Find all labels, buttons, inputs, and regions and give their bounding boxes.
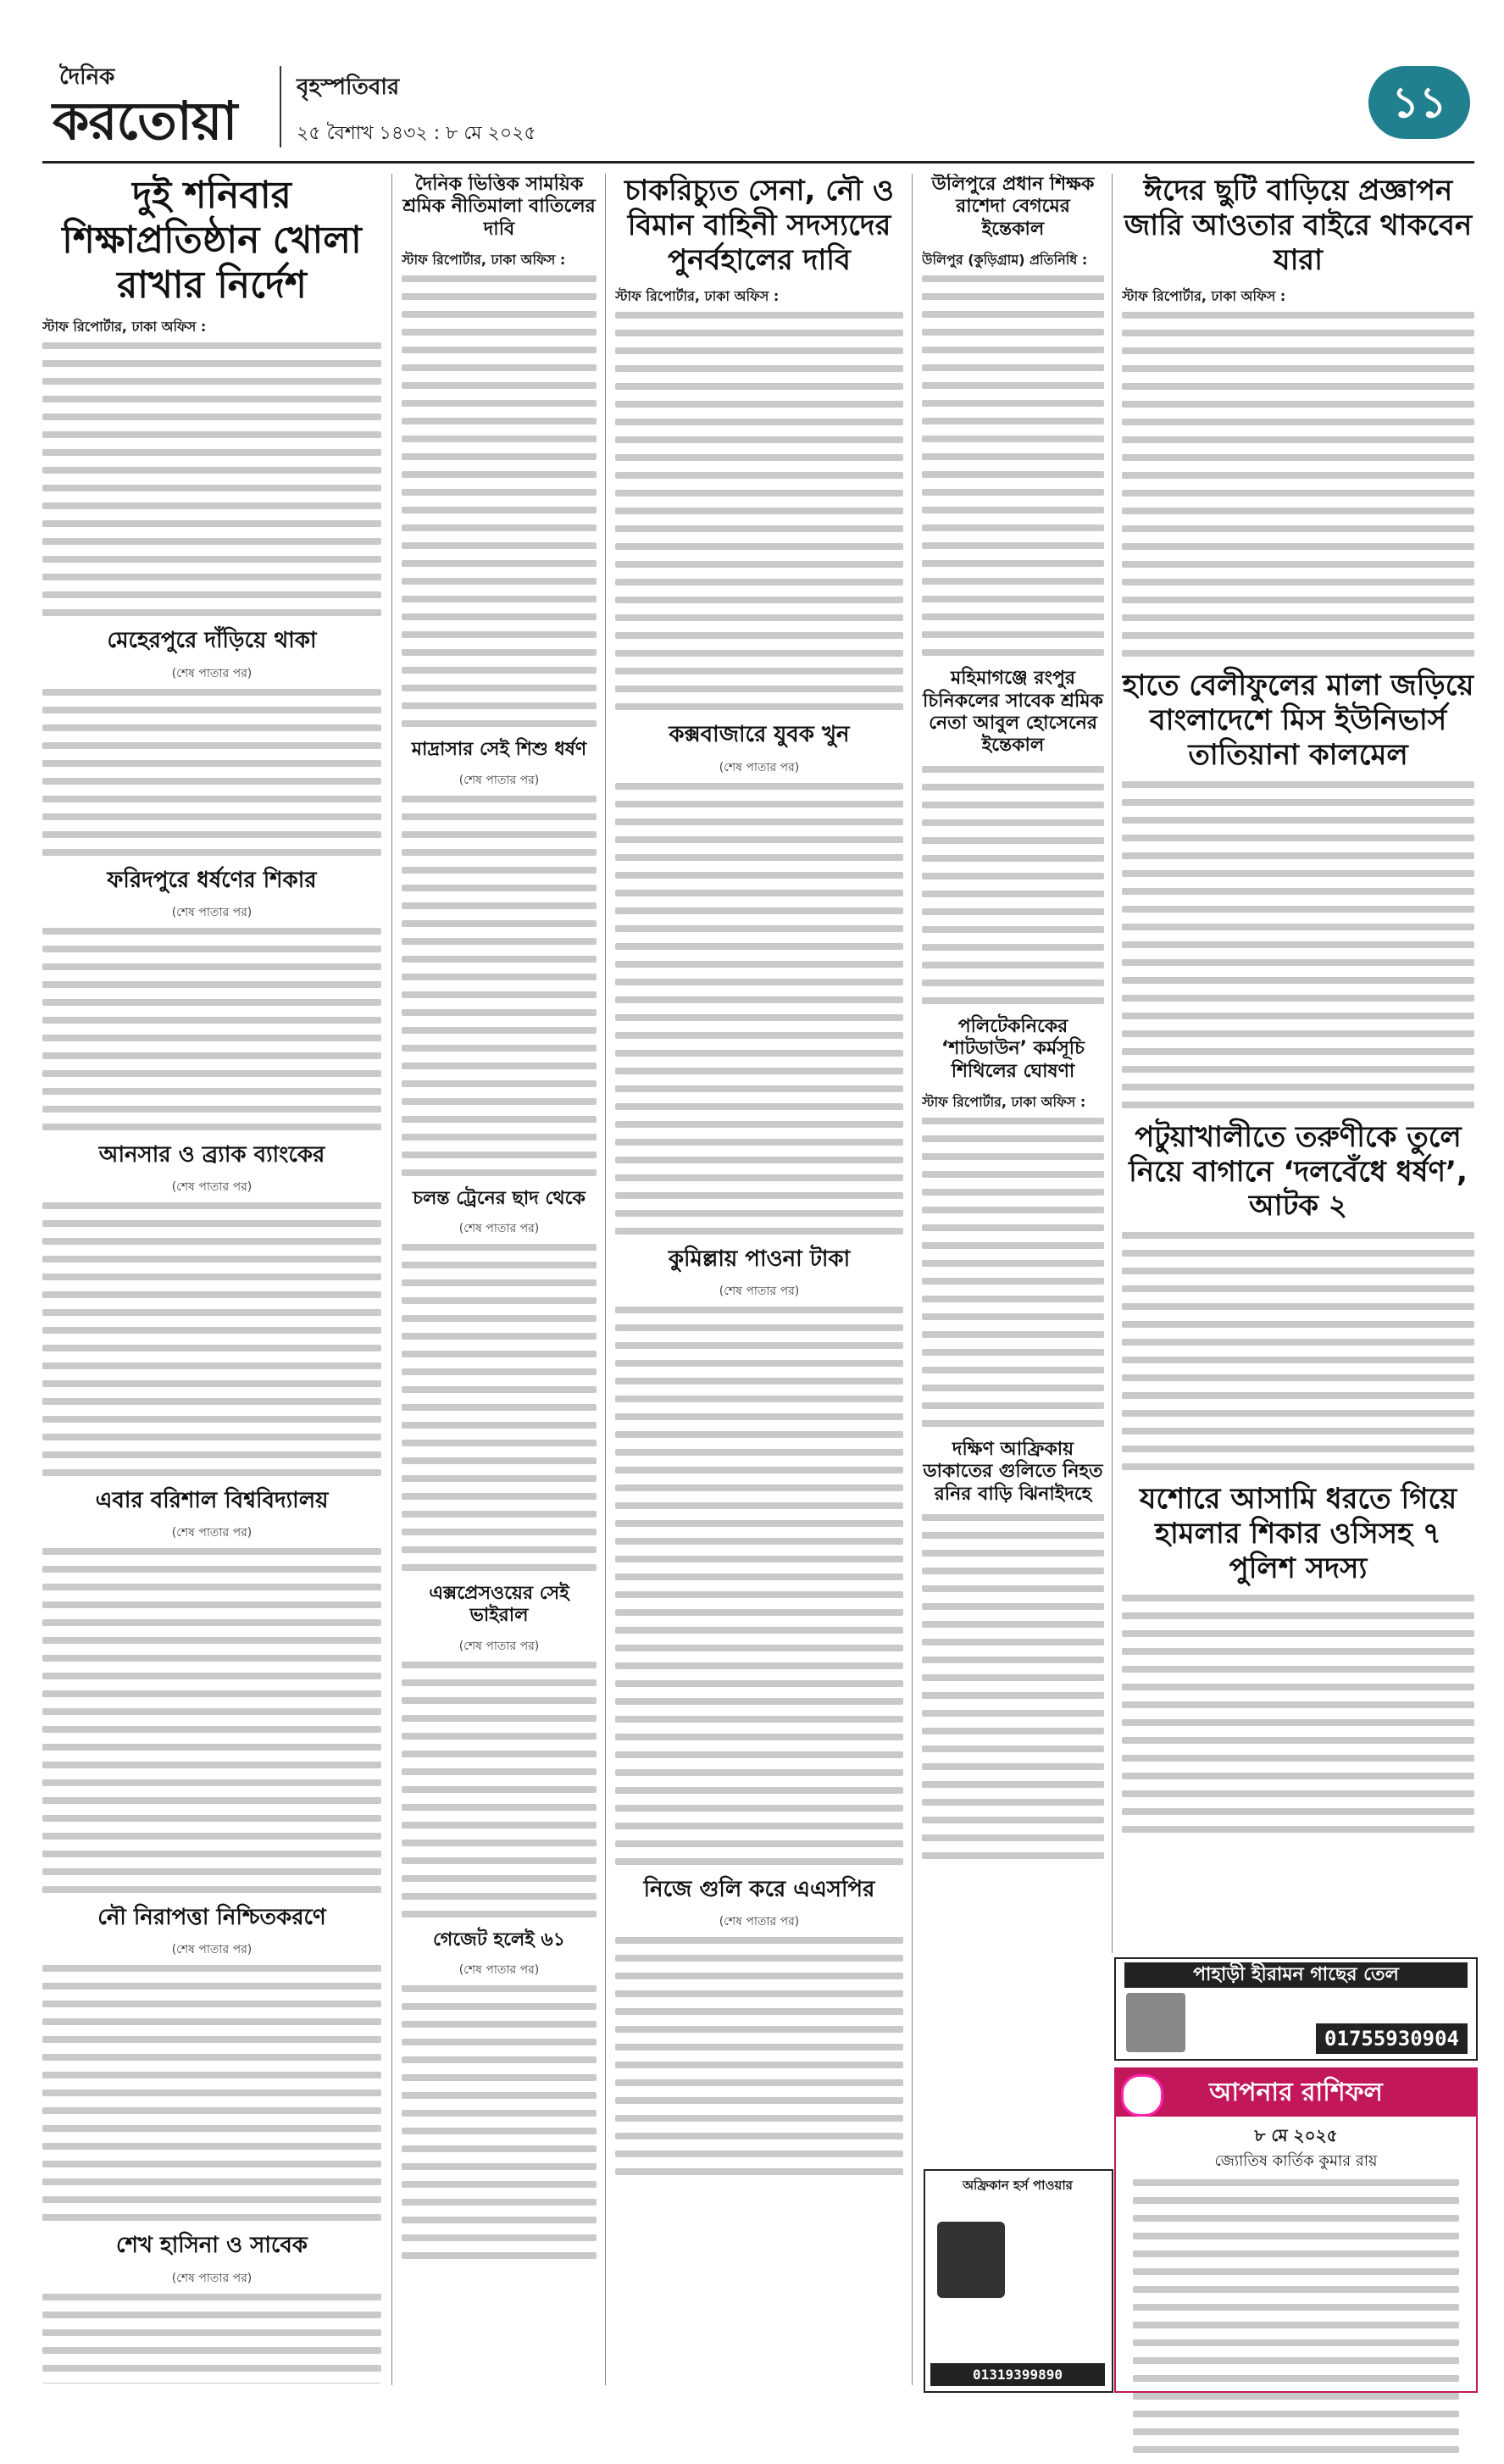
- headline: পলিটেকনিকের ‘শাটডাউন’ কর্মসূচি শিথিলের ঘোষণা: [941, 1015, 1085, 1082]
- continued-label: (শেষ পাতার পর): [171, 1943, 253, 1957]
- article-jessore: [1122, 1482, 1474, 1832]
- zodiac-wheel-icon: [1121, 2074, 1163, 2117]
- byline: স্টাফ রিপোর্টার, ঢাকা অফিস :: [402, 252, 566, 269]
- headline: ফরিদপুরে ধর্ষণের শিকার: [107, 867, 317, 893]
- page-number: ১১: [1368, 66, 1470, 139]
- headline: আনসার ও ব্র্যাক ব্যাংকের: [98, 1141, 325, 1168]
- article-cox: [615, 722, 903, 1234]
- headline: দৈনিক ভিত্তিক সাময়িক শ্রমিক নীতিমালা বাতিলের দাবি: [402, 174, 596, 240]
- column-1: [42, 174, 381, 2384]
- article-body: [402, 275, 597, 727]
- ad-photo: [1126, 1993, 1185, 2052]
- headline: উলিপুরে প্রধান শিক্ষক রাশেদা বেগমের ইন্তেকাল: [931, 174, 1095, 240]
- byline: স্টাফ রিপোর্টার, ঢাকা অফিস :: [922, 1093, 1086, 1110]
- continued-label: (শেষ পাতার পর): [171, 1179, 253, 1194]
- byline: উলিপুর (কুড়িগ্রাম) প্রতিনিধি :: [922, 252, 1088, 269]
- byline: স্টাফ রিপোর্টার, ঢাকা অফিস :: [42, 319, 207, 336]
- ad-title: অফ্রিকান হর্স পাওয়ার: [963, 2178, 1073, 2193]
- column-4: [922, 174, 1104, 2163]
- article-body: [42, 1202, 381, 1476]
- headline: দক্ষিণ আফ্রিকায় ডাকাতের গুলিতে নিহত রনির বাড়ি ঝিনাইদহে: [923, 1438, 1103, 1505]
- article-body: [402, 1985, 597, 2259]
- headline: শেখ হাসিনা ও সাবেক: [116, 2233, 308, 2259]
- article-mahiganj: [922, 668, 1104, 1004]
- article-body: [402, 1244, 597, 1571]
- article-body: [42, 1965, 381, 2221]
- article-army: [615, 174, 903, 710]
- issue-day: বৃহস্পতিবার: [297, 75, 400, 100]
- article-body: [922, 1514, 1104, 1859]
- article-nou: [42, 1905, 381, 2221]
- horoscope-date: ৮ মে ২০২৫: [1254, 2125, 1338, 2145]
- horse-icon: [937, 2222, 1005, 2298]
- continued-label: (শেষ পাতার পর): [719, 1914, 800, 1928]
- article-africa: [922, 1439, 1104, 1859]
- ad-phone: 01319399890: [930, 2363, 1105, 2386]
- column-3: [615, 174, 903, 2384]
- article-worker: [402, 174, 597, 727]
- headline: পটুয়াখালীতে তরুণীকে তুলে নিয়ে বাগানে ‘দলবেঁধে ধর্ষণ’, আটক ২: [1129, 1119, 1468, 1224]
- article-ulipur: [922, 174, 1104, 656]
- article-body: [42, 342, 381, 616]
- article-faridpur: [42, 868, 381, 1130]
- headline: নৌ নিরাপত্তা নিশ্চিতকরণে: [97, 1905, 326, 1931]
- continued-label: (শেষ পাতার পর): [171, 666, 253, 680]
- horoscope-body: [1133, 2179, 1459, 2464]
- article-body: [922, 275, 1104, 656]
- newspaper-logo: করতোয়া: [53, 90, 237, 152]
- top-rule: [42, 161, 1474, 164]
- article-miss-universe: [1122, 669, 1474, 1107]
- column-divider: [912, 174, 913, 2385]
- article-patuakhali: [1122, 1120, 1474, 1470]
- article-express: [402, 1583, 597, 1917]
- headline: মহিমাগঞ্জে রংপুর চিনিকলের সাবেক শ্রমিক নেতা আবুল হোসেনের ইন্তেকাল: [923, 668, 1103, 757]
- article-body: [402, 796, 597, 1176]
- headline: গেজেট হলেই ৬১: [433, 1928, 565, 1951]
- article-body: [1122, 781, 1474, 1108]
- issue-date: ২৫ বৈশাখ ১৪৩২ : ৮ মে ২০২৫: [297, 123, 536, 144]
- article-body: [42, 1548, 381, 1893]
- column-5: [1122, 174, 1474, 1943]
- article-body: [1122, 1232, 1474, 1470]
- logo-small: দৈনিক: [59, 64, 115, 90]
- headline: মেহেরপুরে দাঁড়িয়ে থাকা: [107, 628, 317, 654]
- headline: কক্সবাজারে যুবক খুন: [669, 722, 850, 748]
- headline: মাদ্রাসার সেই শিশু ধর্ষণ: [411, 739, 587, 761]
- article-body: [615, 1937, 903, 2175]
- headline: হাতে বেলীফুলের মালা জড়িয়ে বাংলাদেশে মিস ইউনিভার্স তাতিয়ানা কালমেল: [1122, 669, 1474, 772]
- continued-label: (শেষ পাতার পর): [171, 2271, 253, 2285]
- article-madrasa: [402, 739, 597, 1175]
- continued-label: (শেষ পাতার পর): [458, 1963, 540, 1978]
- article-hasina: [42, 2233, 381, 2384]
- masthead-divider: [280, 66, 281, 147]
- article-asp: [615, 1877, 903, 2175]
- headline: এবার বরিশাল বিশ্ববিদ্যালয়: [95, 1487, 329, 1513]
- column-2: [402, 174, 597, 2384]
- article-body: [42, 928, 381, 1130]
- article-body: [922, 766, 1104, 1004]
- article-barishal: [42, 1488, 381, 1893]
- article-comilla: [615, 1246, 903, 1865]
- article-body: [615, 312, 903, 710]
- article-body: [922, 1118, 1104, 1427]
- ad-phone: 01755930904: [1316, 2023, 1468, 2054]
- article-school: [42, 174, 381, 616]
- article-eid: [1122, 174, 1474, 657]
- headline: কুমিল্লায় পাওনা টাকা: [668, 1246, 851, 1272]
- article-polytechnic: [922, 1016, 1104, 1427]
- article-train: [402, 1188, 597, 1571]
- article-body: [615, 783, 903, 1235]
- headline: চলন্ত ট্রেনের ছাদ থেকে: [413, 1187, 586, 1209]
- article-body: [42, 2294, 381, 2384]
- headline: এক্সপ্রেসওয়ের সেই ভাইরাল: [429, 1582, 569, 1627]
- oil-advertisement: [1114, 1957, 1478, 2061]
- masthead: [0, 0, 1504, 169]
- article-bank: [42, 1142, 381, 1476]
- horoscope-box: [1114, 2067, 1478, 2393]
- continued-label: (শেষ পাতার পর): [719, 760, 800, 774]
- continued-label: (শেষ পাতার পর): [458, 1221, 540, 1235]
- headline: যশোরে আসামি ধরতে গিয়ে হামলার শিকার ওসিসহ ৭ পুলিশ সদস্য: [1139, 1482, 1457, 1585]
- headline: ঈদের ছুটি বাড়িয়ে প্রজ্ঞাপন জারি আওতার বাইরে থাকবেন যারা: [1124, 174, 1473, 277]
- continued-label: (শেষ পাতার পর): [458, 773, 540, 787]
- article-body: [402, 1662, 597, 1917]
- headline: নিজে গুলি করে এএসপির: [643, 1876, 875, 1902]
- headline: চাকরিচ্যুত সেনা, নৌ ও বিমান বাহিনী সদস্যদের পুনর্বহালের দাবি: [624, 174, 894, 277]
- article-body: [1122, 1595, 1474, 1833]
- byline: স্টাফ রিপোর্টার, ঢাকা অফিস :: [1122, 288, 1286, 305]
- continued-label: (শেষ পাতার পর): [171, 905, 253, 919]
- article-body: [1122, 312, 1474, 657]
- column-divider: [391, 174, 392, 2385]
- continued-label: (শেষ পাতার পর): [458, 1639, 540, 1653]
- continued-label: (শেষ পাতার পর): [719, 1284, 800, 1298]
- horse-power-advertisement: [924, 2169, 1113, 2393]
- byline: স্টাফ রিপোর্টার, ঢাকা অফিস :: [615, 288, 780, 305]
- headline: দুই শনিবার শিক্ষাপ্রতিষ্ঠান খোলা রাখার নির্দেশ: [62, 174, 362, 307]
- continued-label: (শেষ পাতার পর): [171, 1526, 253, 1540]
- article-body: [42, 689, 381, 856]
- horoscope-title: আপনার রাশিফল: [1116, 2069, 1476, 2117]
- horoscope-astrologer: জ্যোতিষ কার্তিক কুমার রায়: [1214, 2152, 1378, 2170]
- column-divider: [1112, 174, 1113, 1953]
- article-gaza: [402, 1929, 597, 2259]
- article-meherpur: [42, 628, 381, 855]
- column-divider: [605, 174, 606, 2385]
- article-body: [615, 1307, 903, 1865]
- ad-title: পাহাড়ী হীরামন গাছের তেল: [1124, 1962, 1468, 1988]
